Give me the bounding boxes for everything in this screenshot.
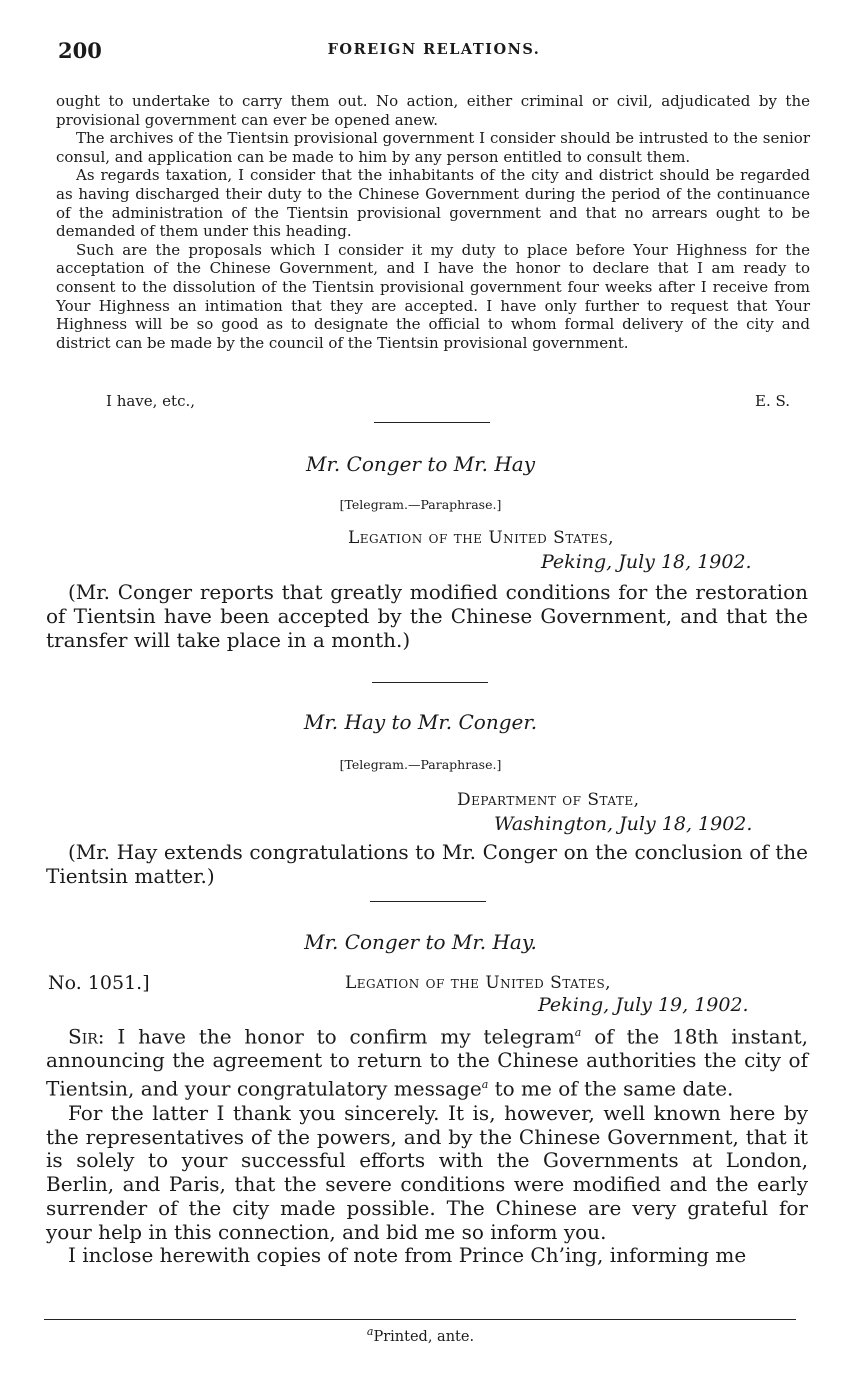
doc-title: Mr. Conger to Mr. Hay <box>306 452 535 476</box>
footnote <box>0 1325 841 1345</box>
footnote-rule <box>44 1319 796 1320</box>
footnote-reference: a <box>481 1078 489 1092</box>
paragraph: (Mr. Conger reports that greatly modified conditions for the restoration of Tientsin have been accepted by the Chinese Government, and that the transfer will take place in a month.) <box>46 580 808 652</box>
doc-note: [Telegram.—Paraphrase.] <box>339 757 502 772</box>
signature: E. S. <box>755 392 790 410</box>
section-divider <box>372 682 488 683</box>
paragraph-text: of the 18th instant, announcing the agreement to return to the Chinese authorities the city of Tientsin, and your congratulatory message <box>46 1024 809 1101</box>
doc-title: Mr. Conger to Mr. Hay. <box>304 930 537 954</box>
paragraph: As regards taxation, I consider that the inhabitants of the city and district should be regarded as having discharged their duty to the Chinese Government during the period of the continuance of the administration of the Tientsin provisional government and that no arrears ought to be demanded of them under this heading. <box>56 166 810 241</box>
paragraph: The archives of the Tientsin provisional government I consider should be intrusted to the senior consul, and application can be made to him by any person entitled to consult them. <box>56 129 810 166</box>
footnote-text: Printed, ante. <box>373 1328 475 1345</box>
despatch-number: No. 1051.] <box>48 972 150 994</box>
section-divider <box>374 422 490 423</box>
paragraph-text: to me of the same date. <box>494 1076 734 1101</box>
paragraph: (Mr. Hay extends congratulations to Mr. Conger on the conclusion of the Tientsin matter.) <box>46 840 808 888</box>
closing-line <box>56 392 790 412</box>
paragraph: ought to undertake to carry them out. No action, either criminal or civil, adjudicated by the provisional government can ever be opened anew. <box>56 92 810 129</box>
page-number: 200 <box>58 38 102 63</box>
doc-note: [Telegram.—Paraphrase.] <box>339 497 502 512</box>
doc-address: Department of State, <box>457 790 640 810</box>
section-divider <box>370 901 486 902</box>
doc-date: Peking, July 18, 1902. <box>541 551 752 573</box>
paragraph: I inclose herewith copies of note from Prince Ch’ing, informing me <box>68 1243 747 1268</box>
footnote-reference: a <box>574 1026 582 1039</box>
doc-date: Peking, July 19, 1902. <box>538 994 749 1016</box>
doc-body <box>46 581 808 652</box>
doc-body <box>46 1021 808 1268</box>
doc-body <box>46 841 808 889</box>
paragraph: For the latter I thank you sincerely. It is, however, well known here by the representatives of the powers, and by the Chinese Government, that it is solely to your successful efforts with the Governments at London, Berlin, and Paris, that the severe conditions were modified and the early surrender of the city made possible. The Chinese are very grateful for your help in this connection, and bid me so inform you. <box>46 1100 808 1244</box>
closing: I have, etc., <box>106 392 196 410</box>
doc-address: Legation of the United States, <box>345 973 612 993</box>
paragraph-text: I have the honor to confirm my telegram <box>117 1024 575 1049</box>
paragraph <box>46 1021 808 1102</box>
continued-letter-text <box>56 92 810 352</box>
page-header <box>58 38 810 66</box>
doc-address: Legation of the United States, <box>348 528 615 548</box>
running-title: FOREIGN RELATIONS. <box>327 41 541 58</box>
paragraph: Such are the proposals which I consider it my duty to place before Your Highness for the acceptation of the Chinese Government, and I have the honor to declare that I am ready to consent to the dissolution of the Tientsin provisional government four weeks after I receive from Your Highness an intimation that they are accepted. I have only further to request that Your Highness will be so good as to designate the official to whom formal delivery of the city and district can be made by the council of the Tientsin provisional government. <box>56 240 810 352</box>
salutation: Sir: <box>68 1024 105 1049</box>
doc-title: Mr. Hay to Mr. Conger. <box>303 710 538 734</box>
doc-date: Washington, July 18, 1902. <box>494 813 753 835</box>
footnote-mark: a <box>366 1325 374 1338</box>
